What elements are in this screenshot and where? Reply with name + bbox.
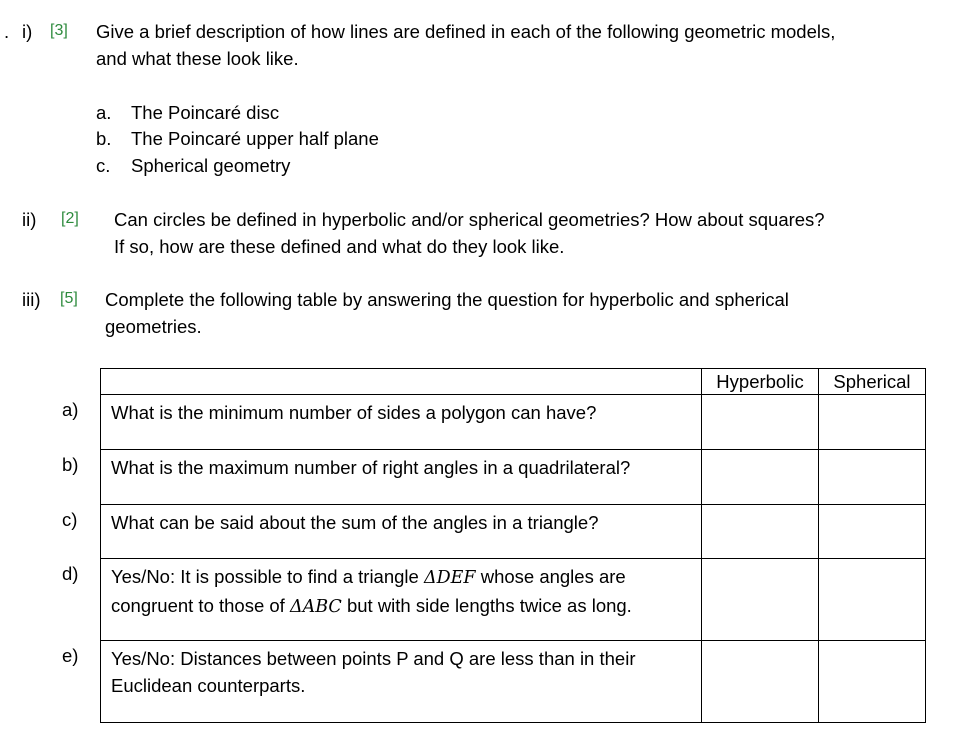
q1-line1: Give a brief description of how lines are defined in each of the following geometric models, (96, 21, 836, 42)
question-text: congruent to those of (111, 595, 290, 616)
q3-marks: [5] (60, 290, 78, 307)
row-label-b: b) (62, 454, 79, 475)
q3-line2: geometries. (105, 316, 202, 337)
row-label-d: d) (62, 563, 79, 584)
answer-table (100, 368, 926, 723)
header-blank-cell (101, 369, 702, 395)
hyperbolic-answer-cell[interactable] (702, 505, 819, 559)
q1-item-letter: b. (96, 128, 112, 149)
question-text: Yes/No: It is possible to find a triangle (111, 566, 424, 587)
q1-item-text: Spherical geometry (131, 155, 291, 176)
question-text: What is the minimum number of sides a polygon can have? (111, 402, 597, 423)
question-text: Yes/No: Distances between points P and Q are less than in their (111, 648, 636, 669)
q2-line1: Can circles be defined in hyperbolic and/or spherical geometries? How about squares? (114, 209, 825, 230)
q2-number: ii) (22, 209, 37, 230)
q1-line2: and what these look like. (96, 48, 299, 69)
triangle-def-symbol: ΔDEF (423, 568, 476, 588)
question-text: but with side lengths twice as long. (341, 595, 632, 616)
row-label-c: c) (62, 509, 78, 530)
hyperbolic-answer-cell[interactable] (702, 641, 819, 723)
question-text: What can be said about the sum of the angles in a triangle? (111, 512, 599, 533)
q1-item-letter: a. (96, 102, 112, 123)
q2-line2: If so, how are these defined and what do they look like. (114, 236, 565, 257)
q1-item-letter: c. (96, 155, 111, 176)
q1-number: i) (22, 21, 33, 42)
spherical-answer-cell[interactable] (819, 559, 926, 641)
hyperbolic-answer-cell[interactable] (702, 395, 819, 450)
table-row (101, 505, 926, 559)
hyperbolic-answer-cell[interactable] (702, 559, 819, 641)
triangle-abc-symbol: ΔABC (289, 597, 342, 617)
row-label-e: e) (62, 645, 79, 666)
table-row (101, 641, 926, 723)
leading-dot: . (4, 21, 10, 42)
q3-number: iii) (22, 289, 41, 310)
hyperbolic-answer-cell[interactable] (702, 450, 819, 505)
spherical-answer-cell[interactable] (819, 395, 926, 450)
question-cell (101, 559, 702, 641)
q1-item-text: The Poincaré upper half plane (131, 128, 379, 149)
q1-marks: [3] (50, 22, 68, 39)
q1-item-text: The Poincaré disc (131, 102, 280, 123)
question-cell (101, 505, 702, 559)
header-hyperbolic: Hyperbolic (702, 369, 819, 395)
question-text: whose angles are (475, 566, 626, 587)
question-cell (101, 641, 702, 723)
table-row (101, 395, 926, 450)
q2-marks: [2] (61, 210, 79, 227)
spherical-answer-cell[interactable] (819, 450, 926, 505)
table-row (101, 450, 926, 505)
question-text: Euclidean counterparts. (111, 675, 306, 696)
header-spherical: Spherical (819, 369, 926, 395)
spherical-answer-cell[interactable] (819, 505, 926, 559)
spherical-answer-cell[interactable] (819, 641, 926, 723)
q3-line1: Complete the following table by answering the question for hyperbolic and spherical (105, 289, 789, 310)
row-label-a: a) (62, 399, 79, 420)
question-cell (101, 395, 702, 450)
question-cell (101, 450, 702, 505)
table-row (101, 559, 926, 641)
question-text: What is the maximum number of right angles in a quadrilateral? (111, 457, 631, 478)
table-header-row (101, 369, 926, 395)
